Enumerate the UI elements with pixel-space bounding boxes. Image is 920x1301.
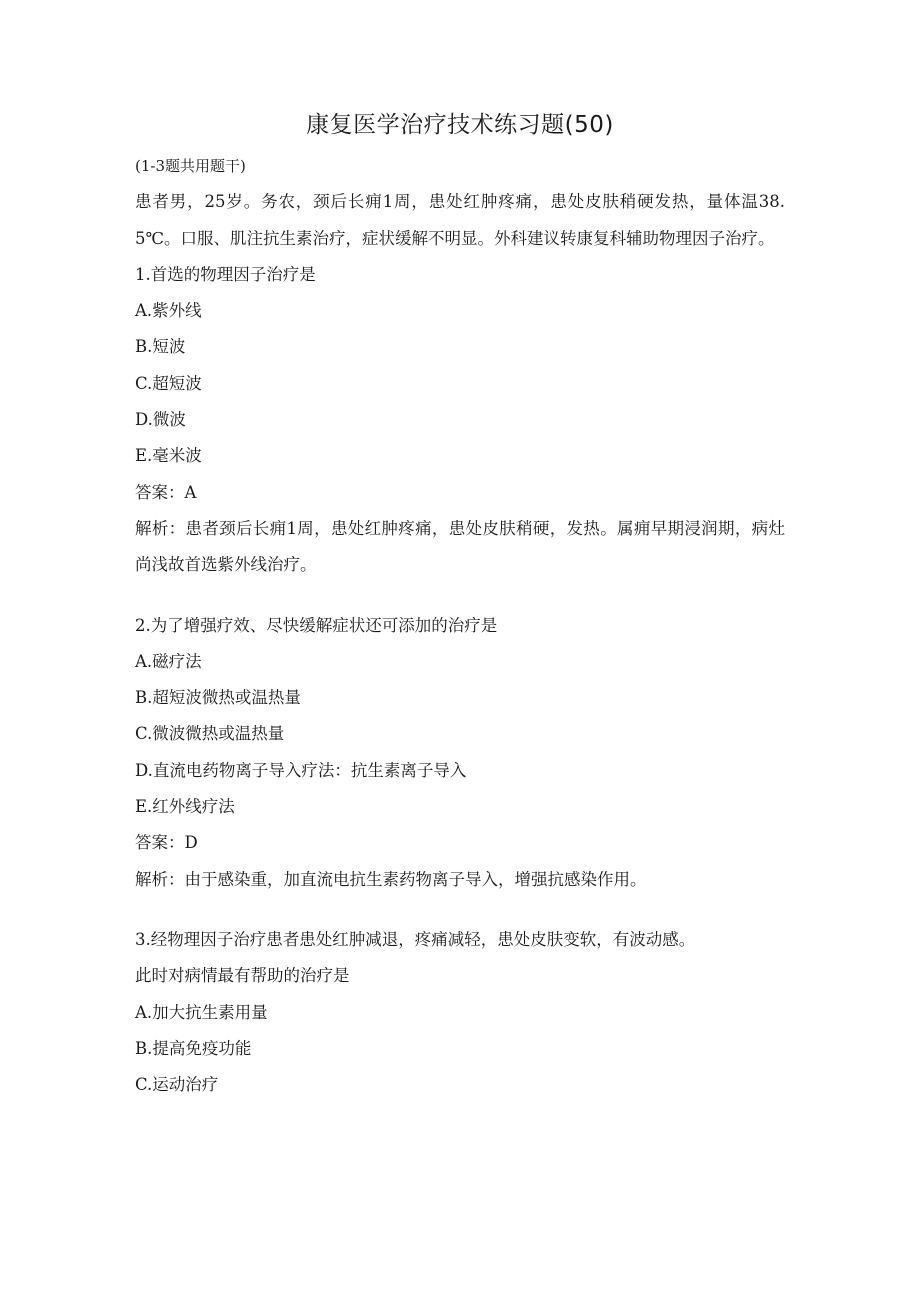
question-3-option-a: A.加大抗生素用量 <box>135 1002 268 1022</box>
question-3-text-line-1: 3.经物理因子治疗患者患处红肿减退，疼痛减轻，患处皮肤变软，有波动感。 <box>135 929 696 949</box>
question-2-option-c: C.微波微热或温热量 <box>135 724 285 744</box>
document-body <box>135 148 785 1103</box>
section-spacer <box>135 584 785 608</box>
question-1-option-a: A.紫外线 <box>135 301 202 321</box>
question-2-option-d: D.直流电药物离子导入疗法：抗生素离子导入 <box>135 760 467 780</box>
question-1-option-e: E.毫米波 <box>135 446 202 466</box>
question-1-option-d: D.微波 <box>135 410 186 430</box>
question-3-option-c: C.运动治疗 <box>135 1075 219 1095</box>
question-2-option-e: E.红外线疗法 <box>135 797 235 817</box>
question-1-option-c: C.超短波 <box>135 373 202 393</box>
section-spacer <box>135 898 785 922</box>
group-note: (1-3题共用题干) <box>135 157 246 175</box>
question-1-text: 1.首选的物理因子治疗是 <box>135 264 316 284</box>
question-2-answer: 答案：D <box>135 833 198 853</box>
question-3-text-line-2: 此时对病情最有帮助的治疗是 <box>135 966 350 986</box>
question-1-answer: 答案：A <box>135 482 197 502</box>
question-2-option-a: A.磁疗法 <box>135 651 202 671</box>
document-title: 康复医学治疗技术练习题(50) <box>306 112 614 138</box>
question-2-analysis: 解析：由于感染重，加直流电抗生素药物离子导入，增强抗感染作用。 <box>135 869 647 889</box>
question-2-option-b: B.超短波微热或温热量 <box>135 688 301 708</box>
question-3-option-b: B.提高免疫功能 <box>135 1038 252 1058</box>
question-1-option-b: B.短波 <box>135 337 186 357</box>
question-1-analysis: 解析：患者颈后长痈1周，患处红肿疼痛，患处皮肤稍硬，发热。属痈早期浸润期，病灶尚浅故首选紫外线治疗。 <box>135 518 785 575</box>
question-stem: 患者男，25岁。务农，颈后长痈1周，患处红肿疼痛，患处皮肤稍硬发热，量体温38.5℃。口服、肌注抗生素治疗，症状缓解不明显。外科建议转康复科辅助物理因子治疗。 <box>135 192 785 248</box>
question-2-text: 2.为了增强疗效、尽快缓解症状还可添加的治疗是 <box>135 615 498 635</box>
